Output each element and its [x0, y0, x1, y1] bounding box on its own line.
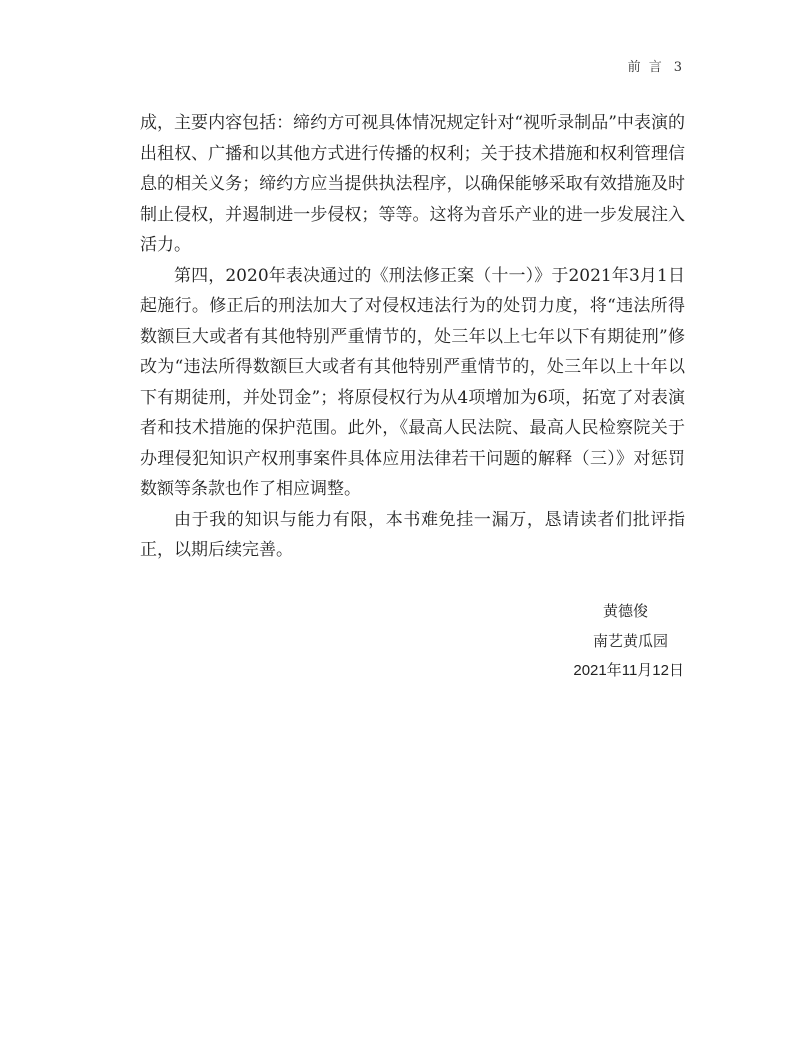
paragraph-criminal-law: 第四，2020年表决通过的《刑法修正案（十一）》于2021年3月1日起施行。修正后的刑法加大了对侵权违法行为的处罚力度，将“违法所得数额巨大或者有其他特别严重情节的，处三年以上七年以下有期徒刑”修改为“违法所得数额巨大或者有其他特别严重情节的，处三年以上十年以下有期徒刑，并处罚金”；将原侵权行为从4项增加为6项，拓宽了对表演者和技术措施的保护范围。此外，《最高人民法院、最高人民检察院关于办理侵犯知识产权刑事案件具体应用法律若干问题的解释（三）》对惩罚数额等条款也作了相应调整。 — [140, 265, 685, 499]
signature-author: 黄德俊 — [602, 602, 648, 620]
paragraph-closing: 由于我的知识与能力有限，本书难免挂一漏万，恳请读者们批评指正，以期后续完善。 — [140, 509, 685, 560]
signature-place: 南艺黄瓜园 — [592, 632, 668, 650]
running-header — [628, 56, 684, 75]
paragraph-continuation: 成，主要内容包括：缔约方可视具体情况规定针对“视听录制品”中表演的出租权、广播和以其他方式进行传播的权利；关于技术措施和权利管理信息的相关义务；缔约方应当提供执法程序，以确保能够采取有效措施及时制止侵权，并遏制进一步侵权；等等。这将为音乐产业的进一步发展注入活力。 — [140, 113, 685, 255]
page-number: 3 — [673, 60, 684, 75]
signature-block — [573, 596, 684, 686]
header-section-title: 前 言 — [627, 60, 664, 75]
body-text — [140, 108, 685, 566]
signature-date: 2021年11月12日 — [573, 662, 684, 679]
